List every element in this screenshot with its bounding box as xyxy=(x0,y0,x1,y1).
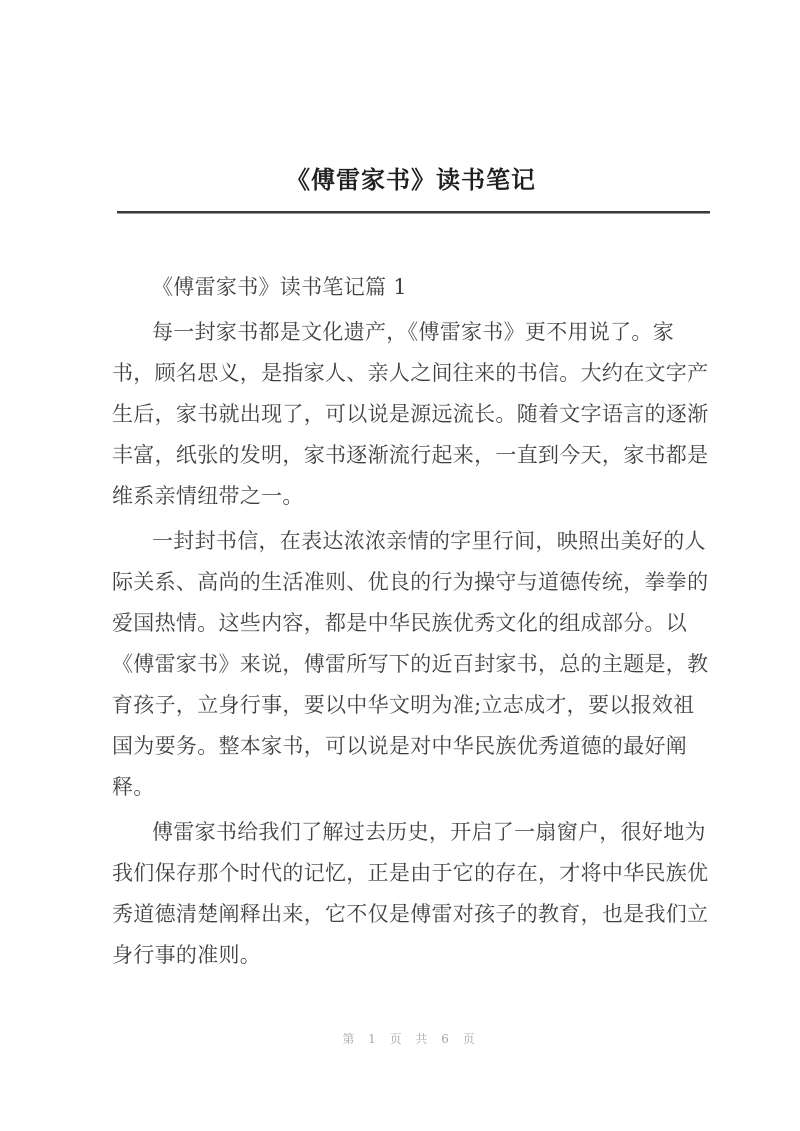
body-line: 丰富，纸张的发明，家书逐渐流行起来，一直到今天，家书都是 xyxy=(112,443,709,467)
page-title: 《傅雷家书》读书笔记 xyxy=(286,165,536,194)
body-line: 身行事的准则。 xyxy=(112,943,262,967)
body-line: 生后，家书就出现了，可以说是源远流长。随着文字语言的逐渐 xyxy=(112,402,709,426)
section-heading: 《傅雷家书》读书笔记篇 1 xyxy=(152,275,407,299)
body-line: 国为要务。整本家书，可以说是对中华民族优秀道德的最好阐 xyxy=(112,734,688,758)
body-line: 书，顾名思义，是指家人、亲人之间往来的书信。大约在文字产 xyxy=(112,361,709,385)
title-divider xyxy=(117,211,710,214)
body-line: 傅雷家书给我们了解过去历史，开启了一扇窗户，很好地为 xyxy=(152,820,706,844)
body-line: 我们保存那个时代的记忆，正是由于它的存在，才将中华民族优 xyxy=(112,861,709,885)
body-line: 释。 xyxy=(112,775,155,799)
document-body xyxy=(112,267,710,976)
body-line: 一封封书信，在表达浓浓亲情的字里行间，映照出美好的人 xyxy=(152,529,706,553)
body-line: 《傅雷家书》来说，傅雷所写下的近百封家书，总的主题是，教 xyxy=(112,652,709,676)
body-line: 维系亲情纽带之一。 xyxy=(112,484,304,508)
body-line: 每一封家书都是文化遗产，《傅雷家书》更不用说了。家 xyxy=(152,320,674,344)
body-line: 秀道德清楚阐释出来，它不仅是傅雷对孩子的教育，也是我们立 xyxy=(112,902,709,926)
body-line: 爱国热情。这些内容，都是中华民族优秀文化的组成部分。以 xyxy=(112,611,688,635)
body-line: 育孩子，立身行事，要以中华文明为准;立志成才，要以报效祖 xyxy=(112,693,695,717)
page-footer: 第 1 页 共 6 页 xyxy=(342,1032,480,1046)
body-line: 际关系、高尚的生活准则、优良的行为操守与道德传统，拳拳的 xyxy=(112,570,709,594)
